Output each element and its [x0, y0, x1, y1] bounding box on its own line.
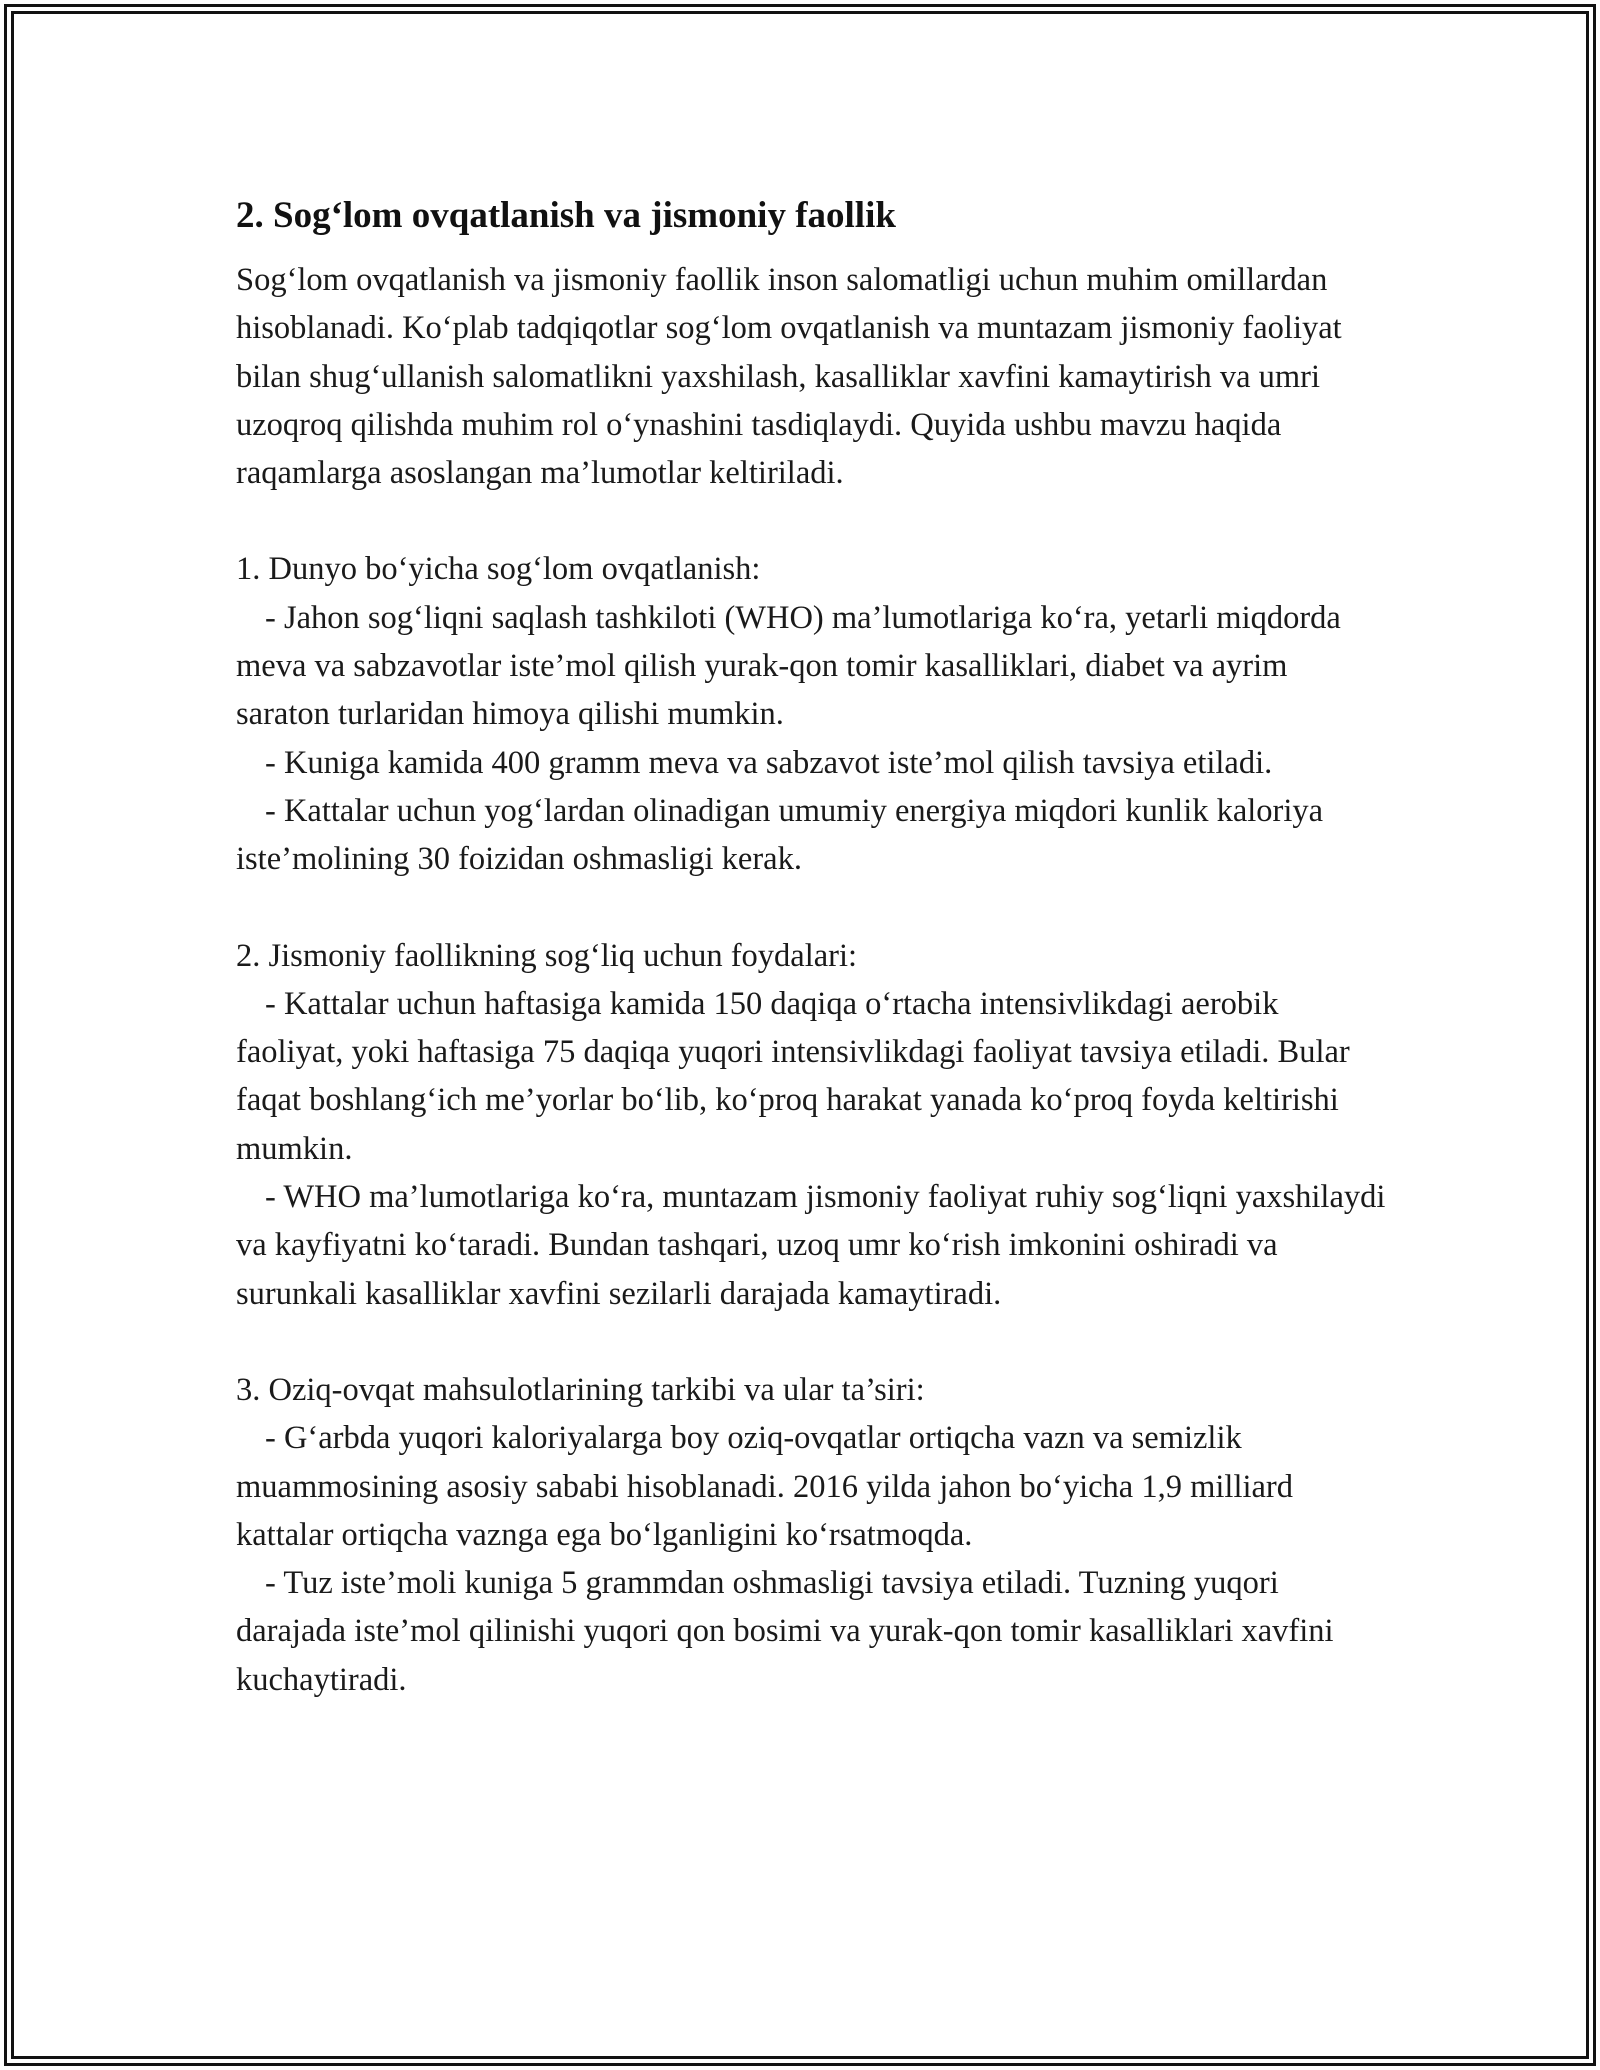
bullet-item: - Jahon sog‘liqni saqlash tashkiloti (WHO) ma’lumotlariga ko‘ra, yetarli miqdorda meva va sabzavotlar iste’mol qilish yurak-qon tomir kasalliklari, diabet va ayrim saraton turlaridan himoya qilishi mumkin.	[236, 599, 1341, 733]
section-healthy-eating	[236, 545, 1386, 883]
bullet-item: - G‘arbda yuqori kaloriyalarga boy oziq-ovqatlar ortiqcha vazn va semizlik muammosining asosiy sababi hisoblanadi. 2016 yilda jahon bo‘yicha 1,9 milliard kattalar ortiqcha vaznga ega bo‘lganligini ko‘rsatmoqda.	[236, 1420, 1293, 1553]
section-heading: 2. Sog‘lom ovqatlanish va jismoniy faollik	[236, 195, 896, 236]
document-body	[236, 188, 1386, 1704]
bullet-item: - Kattalar uchun haftasiga kamida 150 daqiqa o‘rtacha intensivlikdagi aerobik faoliyat, yoki haftasiga 75 daqiqa yuqori intensivlikdagi faoliyat tavsiya etiladi. Bular faqat boshlang‘ich me’yorlar bo‘lib, ko‘proq harakat yanada ko‘proq foyda keltirishi mumkin.	[236, 985, 1350, 1167]
intro-paragraph: Sog‘lom ovqatlanish va jismoniy faollik inson salomatligi uchun muhim omillardan hisoblanadi. Ko‘plab tadqiqotlar sog‘lom ovqatlanish va muntazam jismoniy faoliyat bilan shug‘ullanish salomatlikni yaxshilash, kasalliklar xavfini kamaytirish va umri uzoqroq qilishda muhim rol o‘ynashini tasdiqlaydi. Quyida ushbu mavzu haqida raqamlarga asoslangan ma’lumotlar keltiriladi.	[236, 262, 1342, 492]
section-title: 2. Jismoniy faollikning sog‘liq uchun foydalari:	[236, 937, 858, 974]
section-title: 3. Oziq-ovqat mahsulotlarining tarkibi va ular ta’siri:	[236, 1371, 925, 1408]
bullet-item: - WHO ma’lumotlariga ko‘ra, muntazam jismoniy faoliyat ruhiy sog‘liqni yaxshilaydi va kayfiyatni ko‘taradi. Bundan tashqari, uzoq umr ko‘rish imkonini oshiradi va surunkali kasalliklar xavfini sezilarli darajada kamaytiradi.	[236, 1179, 1386, 1312]
bullet-item: - Tuz iste’moli kuniga 5 grammdan oshmasligi tavsiya etiladi. Tuzning yuqori darajada iste’mol qilinishi yuqori qon bosimi va yurak-qon tomir kasalliklari xavfini kuchaytiradi.	[236, 1565, 1334, 1698]
bullet-item: - Kuniga kamida 400 gramm meva va sabzavot iste’mol qilish tavsiya etiladi.	[265, 744, 1273, 781]
bullet-item: - Kattalar uchun yog‘lardan olinadigan umumiy energiya miqdori kunlik kaloriya iste’molining 30 foizidan oshmasligi kerak.	[236, 792, 1324, 878]
section-food-composition	[236, 1366, 1386, 1704]
section-title: 1. Dunyo bo‘yicha sog‘lom ovqatlanish:	[236, 551, 761, 588]
section-physical-activity	[236, 932, 1386, 1318]
